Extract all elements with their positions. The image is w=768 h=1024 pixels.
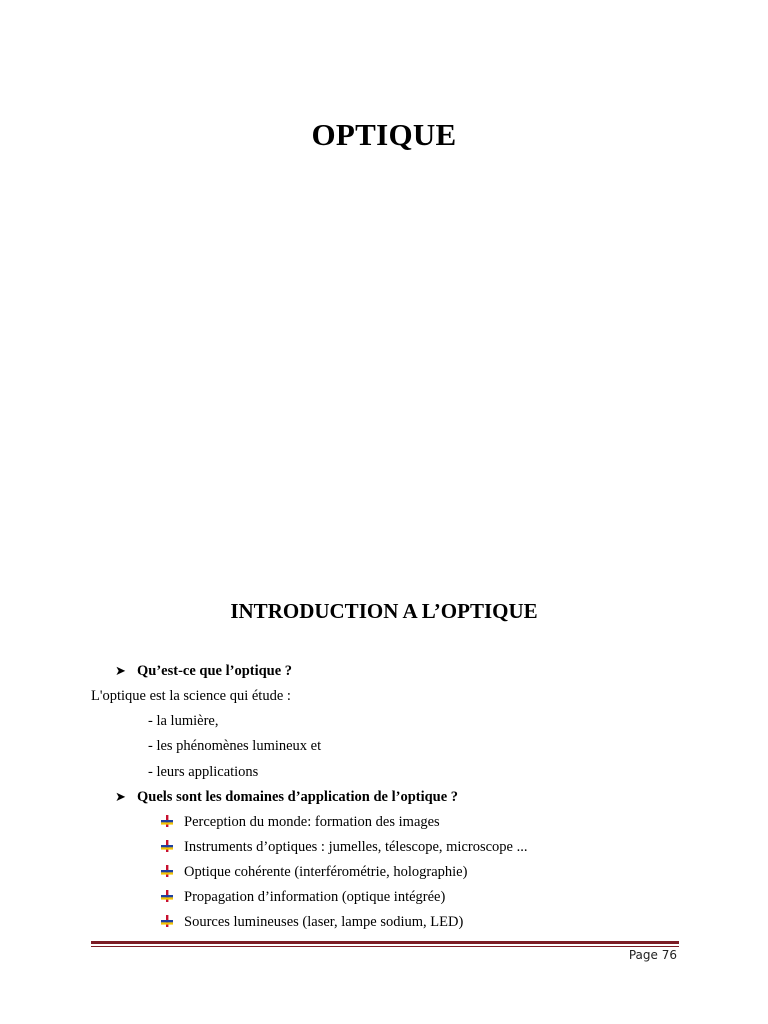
arrow-bullet-icon: ➤ xyxy=(115,663,126,678)
list-item-text: Optique cohérente (interférométrie, holographie) xyxy=(184,864,468,880)
page-title: OPTIQUE xyxy=(311,117,457,152)
cross-bullet-icon xyxy=(160,914,174,928)
cross-bullet-icon xyxy=(160,839,174,853)
section-title: INTRODUCTION A L’OPTIQUE xyxy=(230,599,538,623)
question-heading xyxy=(115,788,458,806)
footer-rule-thin xyxy=(91,946,679,947)
footer-rule xyxy=(91,941,679,947)
list-item-text: Propagation d’information (optique intégrée) xyxy=(184,889,446,905)
list-item xyxy=(160,813,440,831)
list-item-text: Perception du monde: formation des images xyxy=(184,814,440,830)
question-heading xyxy=(115,662,292,680)
arrow-bullet-icon: ➤ xyxy=(115,789,126,804)
cross-bullet-icon xyxy=(160,864,174,878)
definition-item: - leurs applications xyxy=(148,764,259,780)
page-number: Page 76 xyxy=(628,948,677,962)
definition-item: - les phénomènes lumineux et xyxy=(148,738,322,754)
question-text: Qu’est-ce que l’optique ? xyxy=(137,663,293,679)
list-item-text: Sources lumineuses (laser, lampe sodium, LED) xyxy=(184,914,464,930)
cross-bullet-icon xyxy=(160,814,174,828)
list-item xyxy=(160,913,463,931)
list-item xyxy=(160,838,528,856)
question-text: Quels sont les domaines d’application de l’optique ? xyxy=(137,789,459,805)
definition-item: - la lumière, xyxy=(148,713,219,729)
cross-bullet-icon xyxy=(160,889,174,903)
definition-text: L'optique est la science qui étude : xyxy=(91,688,291,704)
list-item-text: Instruments d’optiques : jumelles, télescope, microscope ... xyxy=(184,839,528,855)
list-item xyxy=(160,888,445,906)
list-item xyxy=(160,863,467,881)
